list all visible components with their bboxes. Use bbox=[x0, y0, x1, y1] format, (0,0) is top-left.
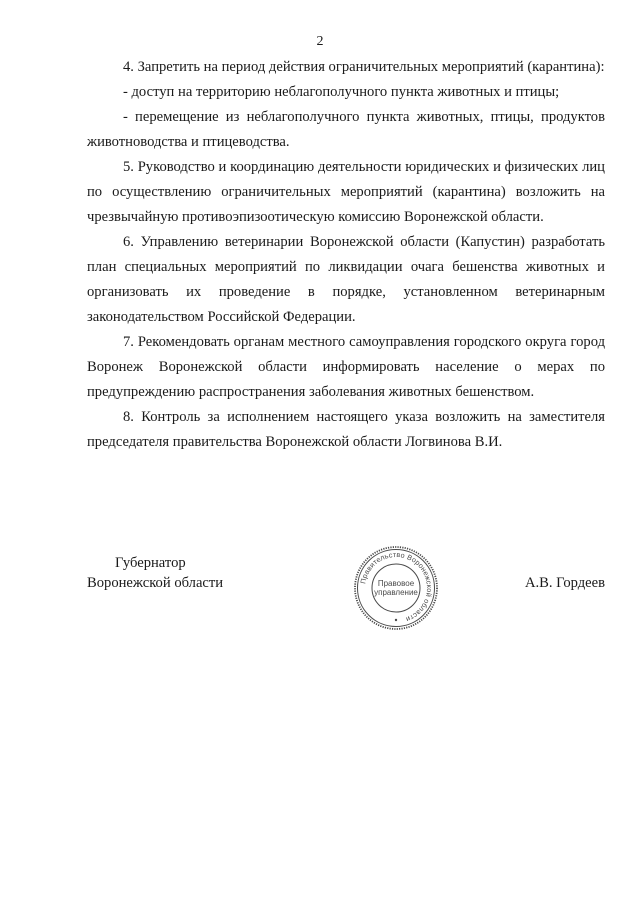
paragraph-6: 6. Управлению ветеринарии Воронежской области (Капустин) разработать план специальных мероприятий по ликвидации очага бешенства животных и организовать их проведение в порядке, установленном ветеринарным законодательством Российской Федерации. bbox=[87, 234, 605, 325]
signatory-region: Воронежской области bbox=[87, 575, 224, 591]
page-number: 2 bbox=[316, 34, 324, 49]
stamp-dot bbox=[395, 619, 397, 621]
document-body bbox=[87, 55, 605, 455]
official-stamp bbox=[353, 545, 439, 631]
stamp-center-line2: управление bbox=[374, 588, 418, 597]
signatory-name: А.В. Гордеев bbox=[524, 575, 605, 591]
paragraph-8: 8. Контроль за исполнением настоящего указа возложить на заместителя председателя правительства Воронежской области Логвинова В.И. bbox=[87, 409, 605, 450]
stamp-center-line1: Правовое bbox=[377, 579, 415, 588]
paragraph-4-item-access: - доступ на территорию неблагополучного пункта животных и птицы; bbox=[123, 84, 560, 100]
signatory-position: Губернатор bbox=[115, 555, 186, 571]
paragraph-5: 5. Руководство и координацию деятельности юридических и физических лиц по осуществлению ограничительных мероприятий (карантина) возложить на чрезвычайную противоэпизоотическую комиссию Воронежской области. bbox=[87, 159, 605, 225]
signature-block bbox=[87, 545, 605, 635]
paragraph-7: 7. Рекомендовать органам местного самоуправления городского округа город Воронеж Воронежской области информировать население о мерах по предупреждению распространения заболевания животных бешенством. bbox=[87, 334, 605, 400]
signatory-title bbox=[87, 553, 223, 593]
stamp-ring-text: Правительство Воронежской области bbox=[358, 549, 435, 625]
paragraph-4-item-movement: - перемещение из неблагополучного пункта животных, птицы, продуктов животноводства и птицеводства. bbox=[87, 109, 605, 150]
paragraph-4: 4. Запретить на период действия ограничительных мероприятий (карантина): bbox=[123, 59, 605, 75]
